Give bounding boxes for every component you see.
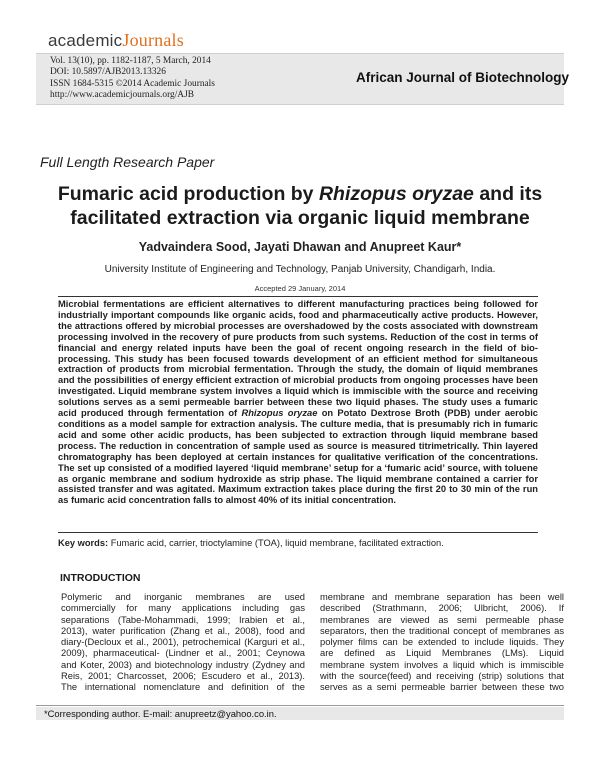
doi-line: DOI: 10.5897/AJB2013.13326: [50, 67, 166, 78]
body-line: diary-(Decloux et al., 2001), petrochemical (Karguri et al.,: [61, 637, 305, 647]
body-line: serves as a semi permeable barrier between these two: [320, 682, 564, 692]
body-column-right: [320, 592, 564, 693]
logo-prefix: academic: [48, 31, 123, 50]
body-line: polymer films can be extended to include liquids. They: [320, 637, 564, 647]
body-line: with the source(feed) and receiving (strip) solutions that: [320, 670, 564, 681]
accepted-date: Accepted 29 January, 2014: [254, 284, 346, 293]
body-line: are defined as Liquid Membranes (LMs). Liquid: [320, 648, 564, 659]
paper-type: Full Length Research Paper: [40, 154, 215, 170]
corresponding-author-footnote: [36, 707, 564, 720]
volume-line: Vol. 13(10), pp. 1182-1187, 5 March, 2014: [50, 56, 211, 66]
authors: Yadvaindera Sood, Jayati Dhawan and Anupreet Kaur*: [138, 240, 462, 254]
keywords-label: Key words:: [58, 538, 109, 548]
body-line: Reis, 2001; Charcosset, 2006; Escudero et al., 2013).: [61, 670, 305, 681]
abstract-top-rule: [58, 296, 538, 297]
title-part: Fumaric acid production by: [57, 183, 319, 205]
title-line-2: facilitated extraction via organic liquid membrane: [70, 207, 530, 229]
abstract: [58, 299, 538, 506]
publisher-logo: [48, 30, 184, 51]
title-line-1: [30, 182, 570, 206]
keywords: [58, 538, 538, 548]
abstract-bottom-rule: [58, 532, 538, 533]
body-line: 2009), pharmaceutical- (Lindner et al., 2001; Ceynowa: [61, 648, 305, 659]
body-line: separators, then the traditional concept of membranes as: [320, 625, 564, 636]
keywords-text: Fumaric acid, carrier, trioctylamine (TOA), liquid membrane, facilitated extraction.: [108, 538, 444, 548]
journal-name: African Journal of Biotechnology: [356, 70, 570, 85]
body-line: and Koter, 2003) and biotechnology industry (Zydney and: [61, 659, 305, 670]
issn-line: ISSN 1684-5315 ©2014 Academic Journals: [50, 78, 215, 89]
journal-metadata: [50, 56, 215, 102]
body-line: 2013), water purification (Zhang et al., 2008), food and: [61, 625, 305, 636]
title-part: and its: [473, 183, 543, 205]
body-line: described (Strathmann, 2006; Ulbricht, 2006). If: [320, 603, 564, 614]
body-line: membrane system involves a liquid which is immiscible: [320, 659, 564, 670]
journal-url-link[interactable]: http://www.academicjournals.org/AJB: [50, 90, 194, 101]
body-column-left: [61, 592, 305, 693]
footnote-text: *Corresponding author. E-mail: anupreetz@yahoo.co.in.: [44, 708, 277, 719]
body-line: The international nomenclature and definition of the: [61, 682, 305, 692]
logo-suffix: Journals: [122, 30, 184, 50]
abstract-text: on Potato Dextrose Broth (PDB) under aerobic conditions as a model sample for extraction analysis. The culture media, that is presumably rich in fumaric acid and some other acidic products, has been subjected to extraction through liquid membrane based process. The reduction in concentration of sample used as source is measured titrimetrically. Thin layered chromatography has been deployed at certain instances for qualitative verification of the concentrations. The set up consisted of a modified layered ‘liquid membrane’ setup for a ‘fumaric acid’ source, with toluene as organic membrane and sodium hydroxide as strip phase. The liquid membrane contained a carrier for assisted transfer and was agitated. Maximum extraction takes place during the first 20 to 30 min of the run as fumaric acid concentration falls to almost 40% of its initial concentration.: [58, 408, 539, 506]
abstract-species: Rhizopus oryzae: [241, 408, 318, 419]
title-species: Rhizopus oryzae: [318, 183, 474, 205]
body-line: membranes are viewed as semi permeable phase: [320, 614, 564, 625]
section-heading-introduction: INTRODUCTION: [60, 572, 141, 584]
abstract-text: Microbial fermentations are efficient alternatives to different manufacturing practices being followed for industrially important compounds like organic acids, food and pharmaceutically active products. However, the attractions offered by microbial processes are overshadowed by the costs associated with downstream processing involved in the recovery of pure products from such systems. Reduction of the cost in terms of financial and energy related inputs have been the goal of recent ongoing research in the field of bio-processing. This study has been focused towards development of an efficient method for simultaneous extraction of products from microbial fermentation. Through the study, the domain of liquid membranes and the possibilities of energy efficient extraction of microbial products from ongoing processes have been investigated. Liquid membrane system involves a liquid which is immiscible with the source and receiving solutions serves as a semi permeable barrier between these two liquid phases. The study uses a fumaric acid produced through fermentation of: [58, 299, 538, 419]
body-line: membrane and membrane separation has been well: [320, 592, 564, 602]
body-line: Polymeric and inorganic membranes are used: [61, 592, 305, 602]
body-line: commercially for many applications including gas: [61, 603, 305, 614]
body-line: separations (Tabe-Mohammadi, 1999; Irabien et al.,: [61, 614, 305, 625]
paper-title: [30, 182, 570, 230]
affiliation: University Institute of Engineering and Technology, Panjab University, Chandigarh, India.: [104, 264, 496, 275]
footnote-rule: [36, 705, 564, 706]
